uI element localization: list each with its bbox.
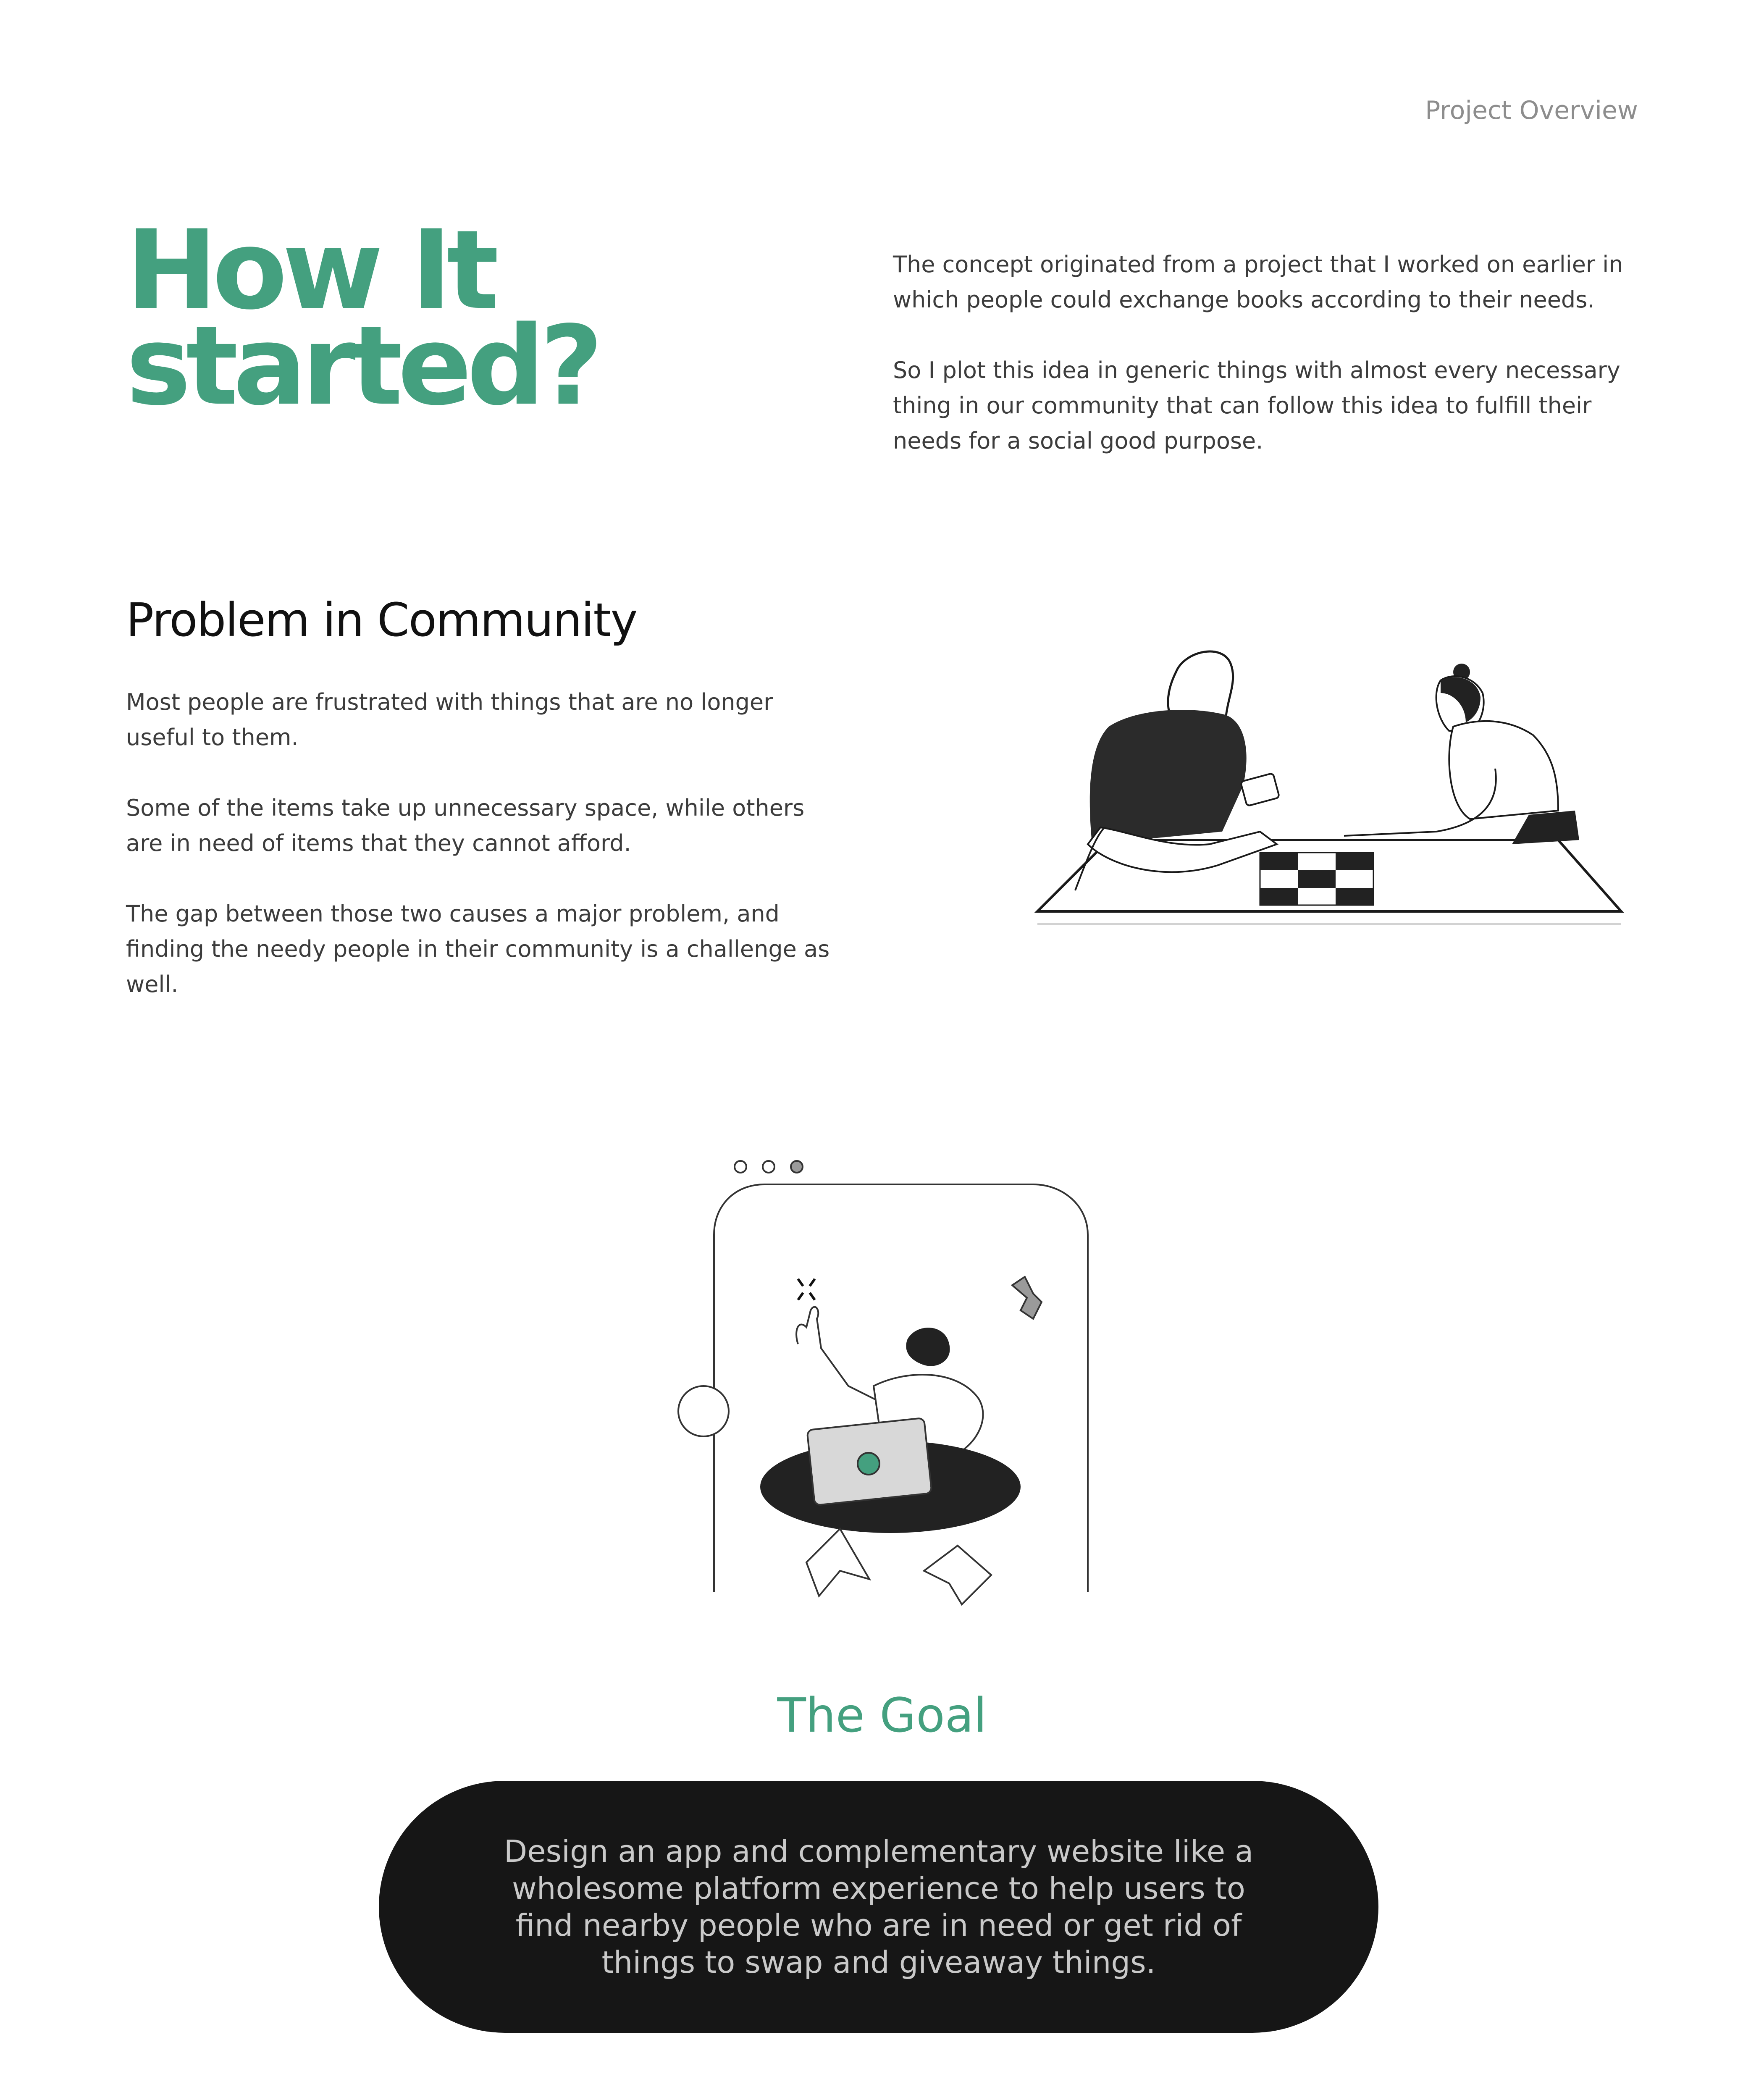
sparkle-icon: [798, 1279, 815, 1300]
goal-statement: Design an app and complementary website like a wholesome platform experience to help users to find nearby people who are in need or get rid of things to swap and giveaway things.: [504, 1834, 1254, 1980]
window-dots-icon: [735, 1161, 803, 1173]
hero-title-line-2: started?: [126, 303, 598, 430]
squiggle-icon: [1012, 1277, 1042, 1319]
section-label: Project Overview: [1425, 96, 1638, 125]
intro-text: [893, 247, 1649, 494]
problem-paragraph-2: Some of the items take up unnecessary space, while others are in need of items that they cannot afford.: [126, 795, 805, 856]
hero-title-line-1: How It: [126, 207, 494, 334]
phone-laptop-illustration: [672, 1151, 1092, 1663]
woman-left-icon: [1075, 651, 1279, 890]
problem-title: Problem in Community: [126, 593, 637, 647]
problem-paragraph-3: The gap between those two causes a major problem, and finding the needy people in their community is a challenge as well.: [126, 900, 830, 998]
hero-title: [126, 207, 798, 430]
phone-button-icon: [678, 1386, 729, 1436]
intro-paragraph-2: So I plot this idea in generic things with almost every necessary thing in our community that can follow this idea to fulfill their needs for a social good purpose.: [893, 357, 1620, 454]
chess-players-illustration: [1025, 647, 1638, 941]
goal-title: The Goal: [777, 1688, 987, 1743]
person-with-laptop-icon: [760, 1307, 1021, 1604]
chess-board-icon: [1260, 853, 1373, 905]
problem-paragraph-1: Most people are frustrated with things that are no longer useful to them.: [126, 689, 773, 751]
woman-right-icon: [1344, 664, 1579, 844]
problem-text: [126, 685, 840, 1037]
goal-statement-card: [379, 1781, 1378, 2033]
intro-paragraph-1: The concept originated from a project that I worked on earlier in which people could exchange books according to their needs.: [893, 251, 1623, 313]
